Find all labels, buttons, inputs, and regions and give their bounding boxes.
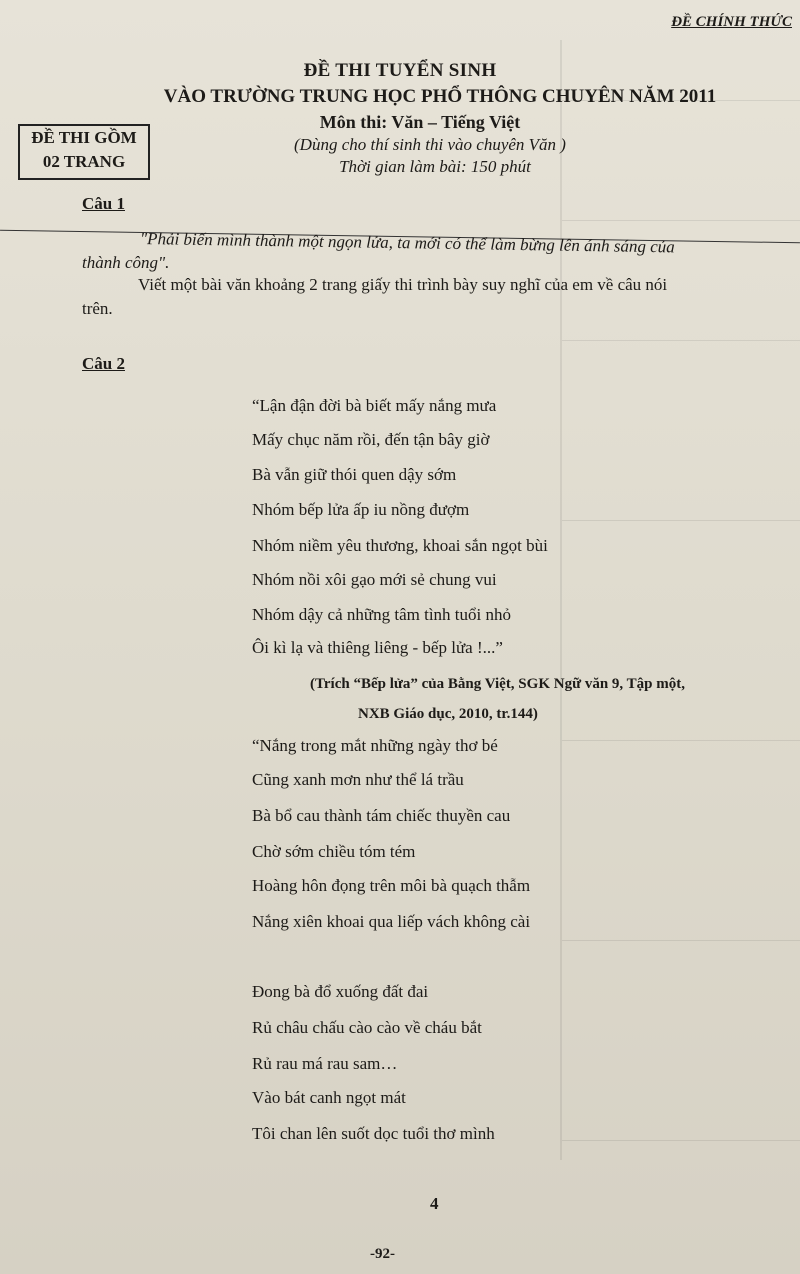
poem1-line: “Lận đận đời bà biết mấy nắng mưa (252, 396, 497, 415)
subject-line: Môn thi: Văn – Tiếng Việt (319, 112, 521, 132)
exam-title: ĐỀ THI TUYỂN SINH (303, 60, 497, 81)
q1-quote-line1: "Phải biến mình thành một ngọn lửa, ta mới có thể làm bừng lên ánh sáng của (139, 229, 675, 257)
poem1-line: Mấy chục năm rồi, đến tận bây giờ (252, 430, 490, 449)
poem1-line: Nhóm niềm yêu thương, khoai sắn ngọt bùi (252, 536, 548, 555)
poem1-line: Nhóm bếp lửa ấp iu nồng đượm (252, 500, 470, 519)
q1-quote-line2: thành công". (82, 253, 170, 272)
poem2-line: Hoàng hôn đọng trên môi bà quạch thẫm (252, 876, 531, 895)
poem3-line: Vào bát canh ngọt mát (252, 1088, 406, 1107)
poem2-line: Nắng xiên khoai qua liếp vách không cài (252, 912, 531, 931)
question-2-label: Câu 2 (82, 354, 125, 373)
poem3-line: Đong bà đổ xuống đất đai (252, 982, 429, 1001)
citation-line1: (Trích “Bếp lửa” của Bằng Việt, SGK Ngữ văn 9, Tập một, (310, 676, 685, 692)
page-number: 4 (430, 1194, 439, 1213)
question-1-label: Câu 1 (82, 194, 125, 213)
poem2-line: “Nắng trong mắt những ngày thơ bé (252, 736, 498, 755)
show-through-background (560, 40, 800, 1160)
poem2-line: Bà bổ cau thành tám chiếc thuyền cau (252, 806, 511, 825)
school-title: VÀO TRƯỜNG TRUNG HỌC PHỔ THÔNG CHUYÊN NĂM 2011 (163, 86, 717, 107)
poem1-line: Nhóm nồi xôi gạo mới sẻ chung vui (252, 570, 497, 589)
q1-task-line1: Viết một bài văn khoảng 2 trang giấy thi trình bày suy nghĩ của em về câu nói (138, 275, 668, 294)
poem1-line: Ôi kì lạ và thiêng liêng - bếp lửa !...” (252, 638, 503, 657)
page-count-box: ĐỀ THI GỒM 02 TRANG (18, 124, 150, 180)
book-page-number: -92- (370, 1246, 395, 1262)
audience-line: (Dùng cho thí sinh thi vào chuyên Văn ) (294, 135, 566, 154)
official-label: ĐỀ CHÍNH THỨC (671, 14, 792, 30)
poem3-line: Rủ rau má rau sam… (252, 1054, 398, 1073)
citation-line2: NXB Giáo dục, 2010, tr.144) (358, 706, 538, 722)
poem1-line: Nhóm dậy cả những tâm tình tuổi nhỏ (252, 605, 511, 624)
poem3-line: Rủ châu chấu cào cào về cháu bắt (252, 1018, 482, 1037)
time-line: Thời gian làm bài: 150 phút (339, 157, 531, 176)
poem3-line: Tôi chan lên suốt dọc tuổi thơ mình (252, 1124, 495, 1143)
poem2-line: Chờ sớm chiều tóm tém (252, 842, 416, 861)
poem2-line: Cũng xanh mơn như thể lá trầu (252, 770, 464, 789)
q1-task-line2: trên. (82, 299, 113, 318)
poem1-line: Bà vẫn giữ thói quen dậy sớm (252, 465, 457, 484)
